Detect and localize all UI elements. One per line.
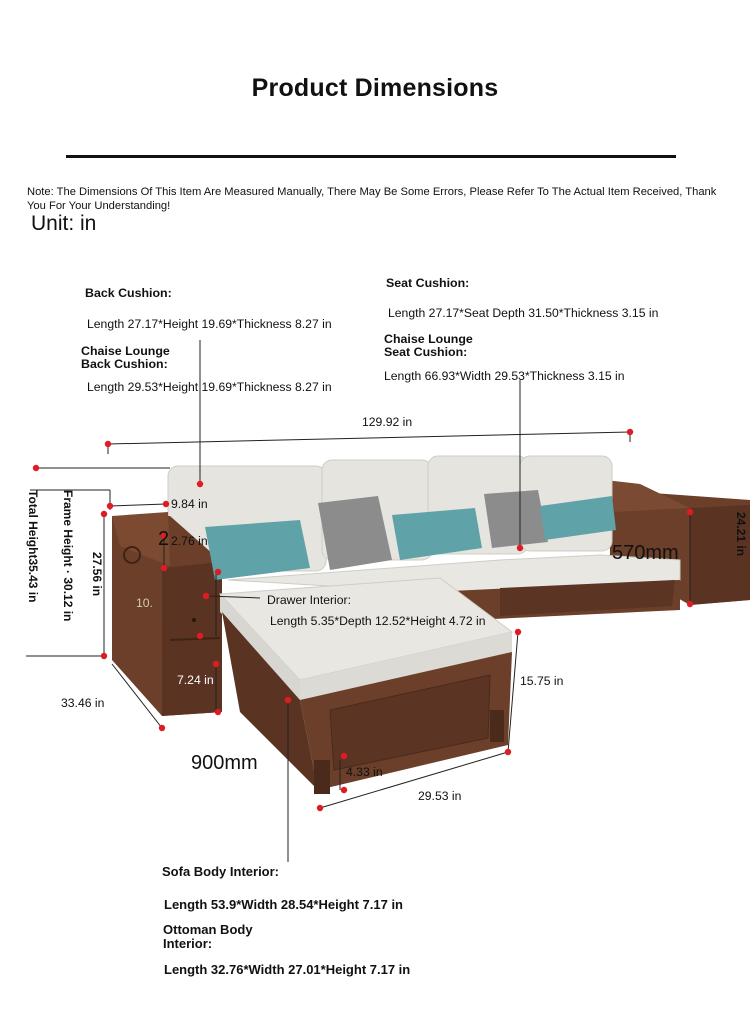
right-mm-label: 570mm [612,542,679,564]
total-height-label: Total Height35.43 in [26,490,40,603]
drawer-interior-title: Drawer Interior: [267,593,351,607]
back-cushion-dims: Length 27.17*Height 19.69*Thickness 8.27 in [87,317,332,331]
back-gap-label: 9.84 in [171,497,208,511]
ottoman-dims: Length 32.76*Width 27.01*Height 7.17 in [164,962,411,977]
arm-top-mark: 2 [158,528,170,550]
back-cushion-title: Back Cushion: [85,286,172,300]
drawer-interior-dims: Length 5.35*Depth 12.52*Height 4.72 in [270,614,486,628]
right-height-label: 24.21 in [734,512,748,557]
chaise-seat-title-2: Seat Cushion: [384,345,468,359]
side-mark: 10. [136,596,153,610]
total-width-label: 129.92 in [362,415,413,429]
arm-height-label: 27.56 in [90,552,104,597]
seat-cushion-title: Seat Cushion: [386,276,470,290]
chaise-width-label: 29.53 in [418,789,462,803]
left-depth-label: 33.46 in [61,696,105,710]
measurement-note: Note: The Dimensions Of This Item Are Measured Manually, There May Be Some Errors, Please Refer To The Actual Item Received, Thank You For Your Understanding! [27,186,717,212]
page-title: Product Dimensions [251,74,499,102]
sofa-body-title: Sofa Body Interior: [162,864,280,879]
drawer-gap-label: 7.24 in [177,673,214,687]
chaise-seat-title-1: Chaise Lounge [384,332,473,346]
sofa-body-dims: Length 53.9*Width 28.54*Height 7.17 in [164,897,403,912]
chaise-back-title-1: Chaise Lounge [81,344,170,358]
seat-cushion-dims: Length 27.17*Seat Depth 31.50*Thickness 3.15 in [388,306,659,320]
ottoman-title-2: Interior: [163,936,213,951]
chaise-seat-dims: Length 66.93*Width 29.53*Thickness 3.15 in [384,369,625,383]
chaise-back-dims: Length 29.53*Height 19.69*Thickness 8.27 in [87,380,332,394]
unit-label: Unit: in [31,212,97,235]
arm-top-label: 2.76 in [171,534,208,548]
frame-height-label: Frame Height · 30.12 in [61,490,75,622]
chaise-back-title-2: Back Cushion: [81,357,168,371]
leg-height-label: 4.33 in [346,765,383,779]
ottoman-title-1: Ottoman Body [163,922,253,937]
front-mm-label: 900mm [191,752,258,774]
seat-height-label: 15.75 in [520,674,564,688]
